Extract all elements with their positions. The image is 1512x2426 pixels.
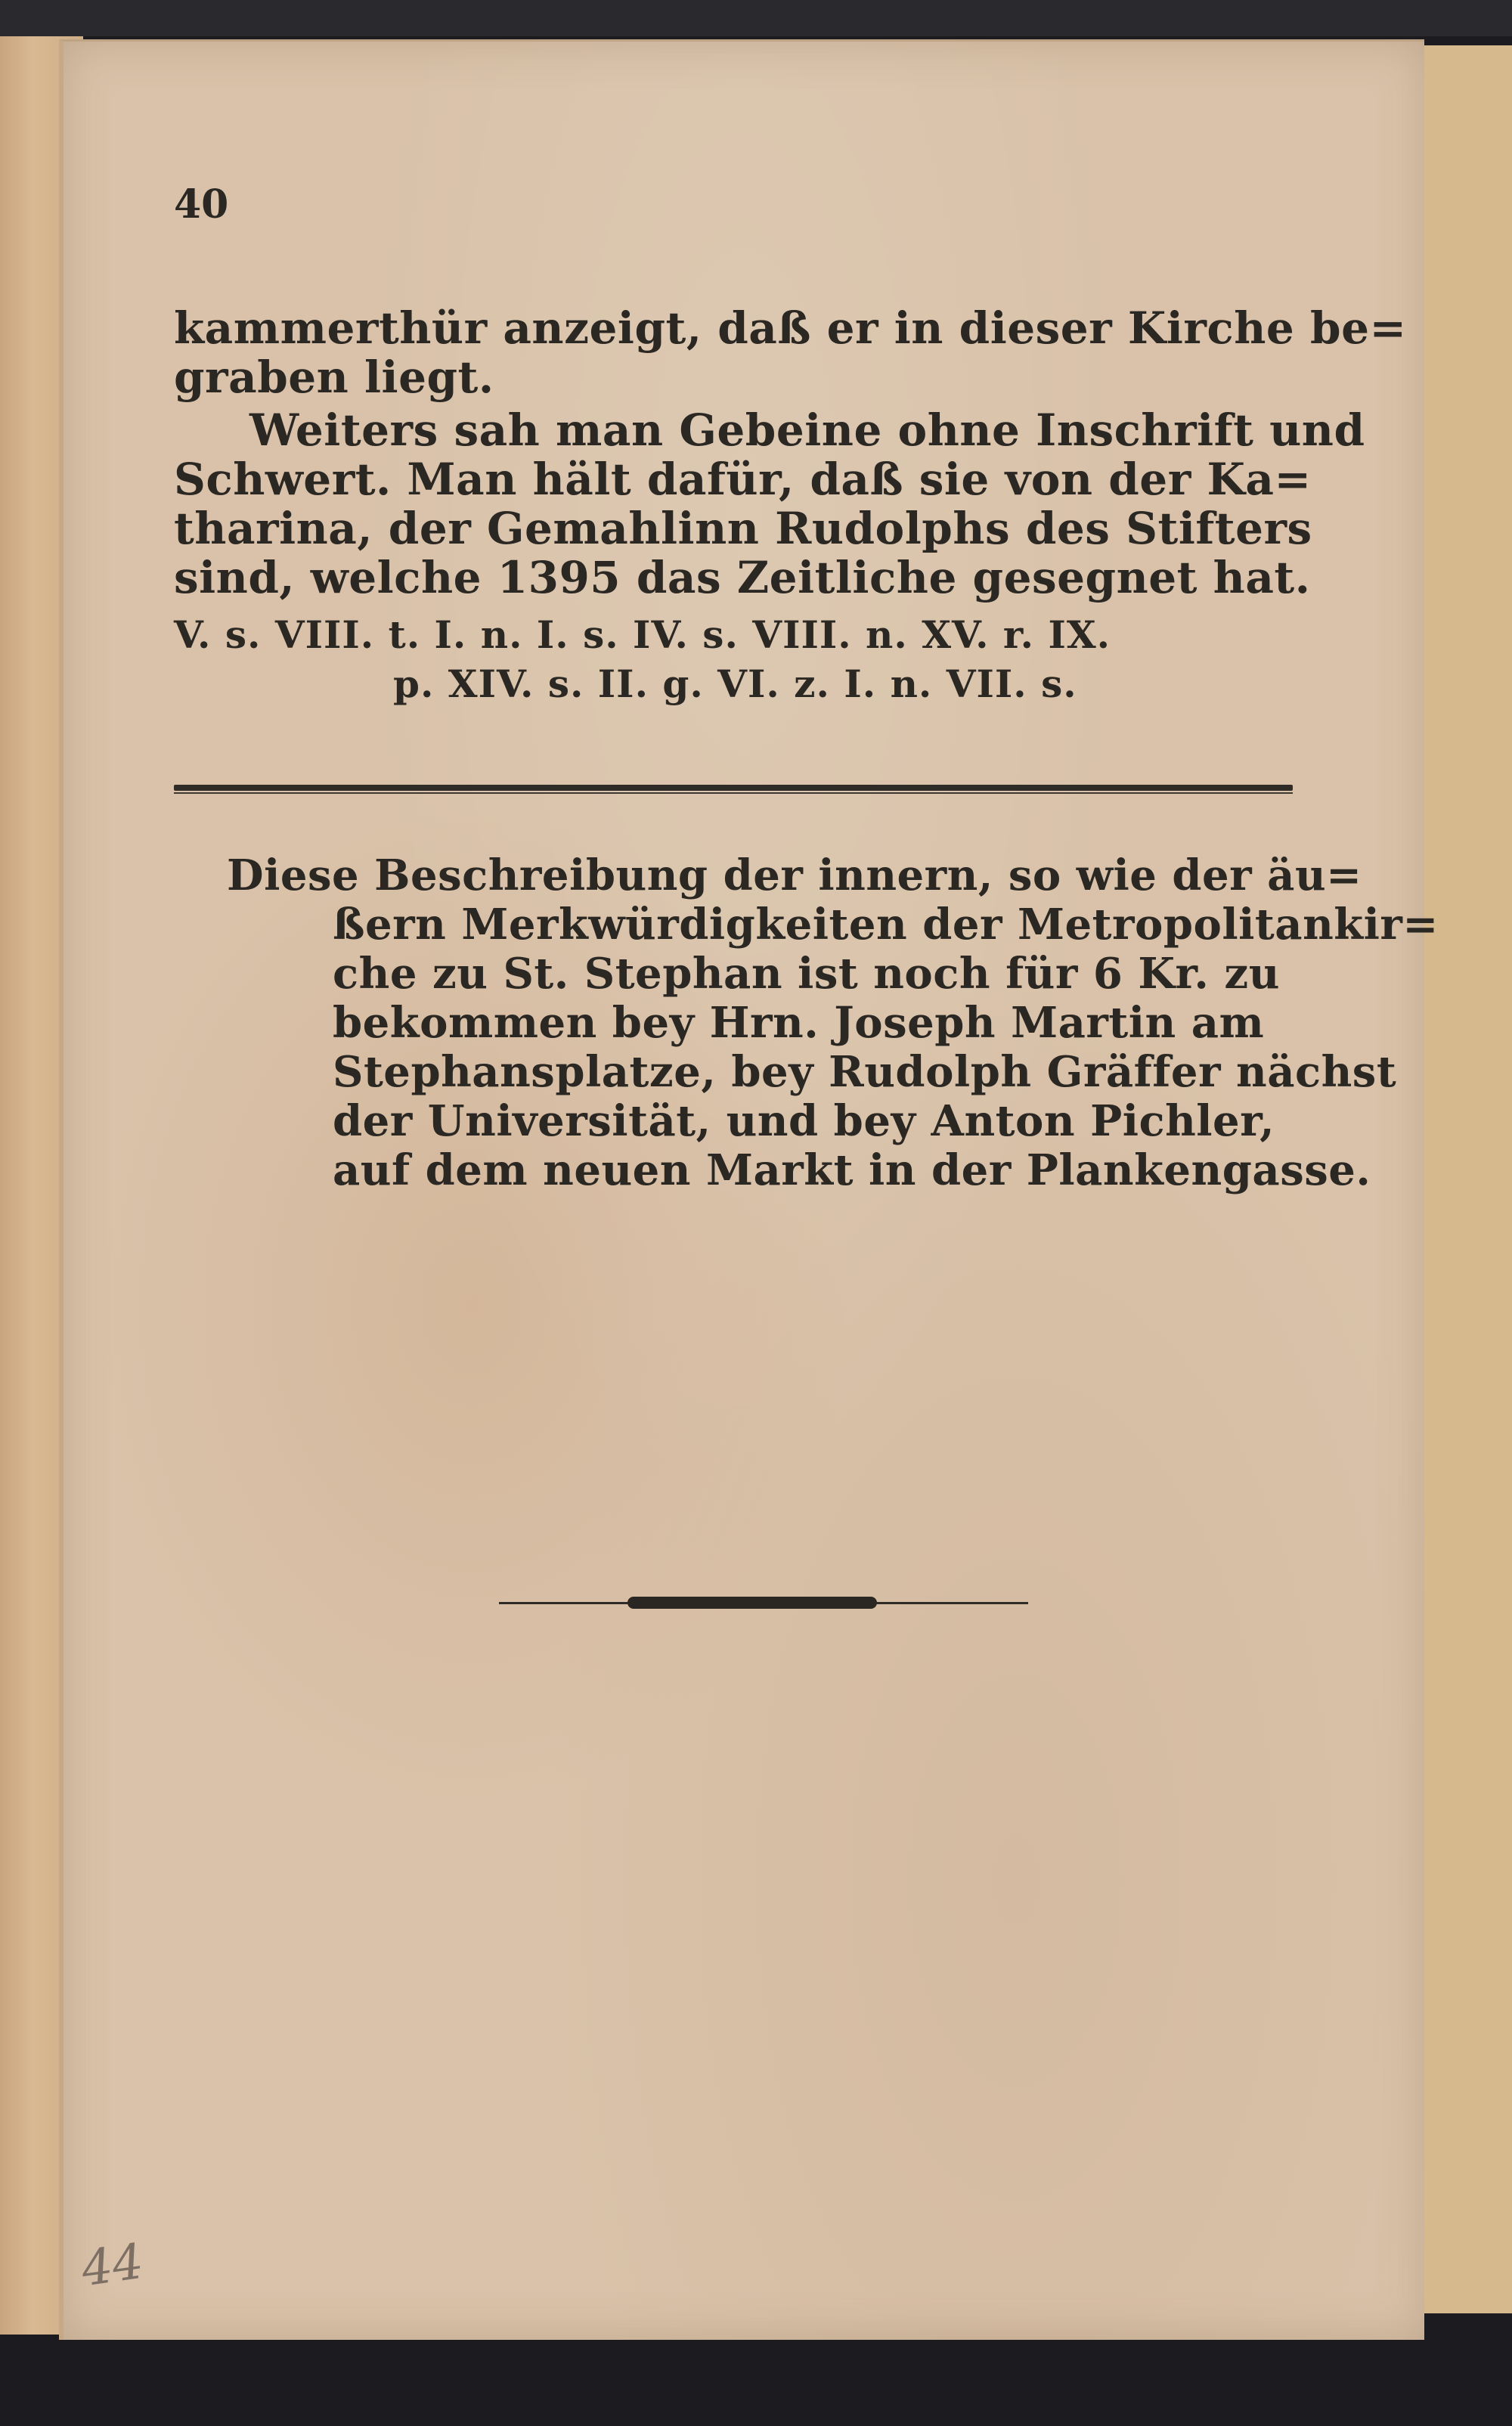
scanner-top-edge [0, 0, 1512, 36]
notice-line: ßern Merkwürdigkeiten der Metropolitankir= [333, 900, 1439, 950]
notice-line: bekommen bey Hrn. Joseph Martin am [333, 998, 1265, 1048]
reference-line: V. s. VIII. t. I. n. I. s. IV. s. VIII. n. XV. r. IX. [174, 612, 1111, 657]
paragraph-line: Schwert. Man hält dafür, daß sie von der Ka= [174, 454, 1312, 505]
paragraph-line: sind, welche 1395 das Zeitliche gesegnet hat. [174, 552, 1311, 603]
handwritten-margin-note: 44 [78, 2233, 147, 2298]
notice-line: der Universität, und bey Anton Pichler, [333, 1096, 1275, 1146]
page-number: 40 [174, 181, 229, 228]
paragraph-line: tharina, der Gemahlinn Rudolphs des Stifters [174, 503, 1312, 554]
closing-ornament-rule [499, 1595, 1028, 1610]
paragraph-line: Weiters sah man Gebeine ohne Inschrift und [249, 404, 1365, 456]
notice-line: Diese Beschreibung der innern, so wie der äu= [227, 850, 1362, 900]
notice-line: che zu St. Stephan ist noch für 6 Kr. zu [333, 949, 1280, 999]
section-divider-rule [174, 785, 1293, 791]
facing-page-edge [1418, 45, 1512, 2313]
paragraph-line: kammerthür anzeigt, daß er in dieser Kirche be= [174, 302, 1407, 354]
paragraph-line: graben liegt. [174, 352, 494, 403]
ornament-thick-bar [627, 1597, 877, 1609]
reference-line: p. XIV. s. II. g. VI. z. I. n. VII. s. [393, 661, 1077, 706]
notice-line: auf dem neuen Markt in der Plankengasse. [333, 1145, 1371, 1195]
notice-line: Stephansplatze, bey Rudolph Gräffer nächst [333, 1047, 1397, 1097]
